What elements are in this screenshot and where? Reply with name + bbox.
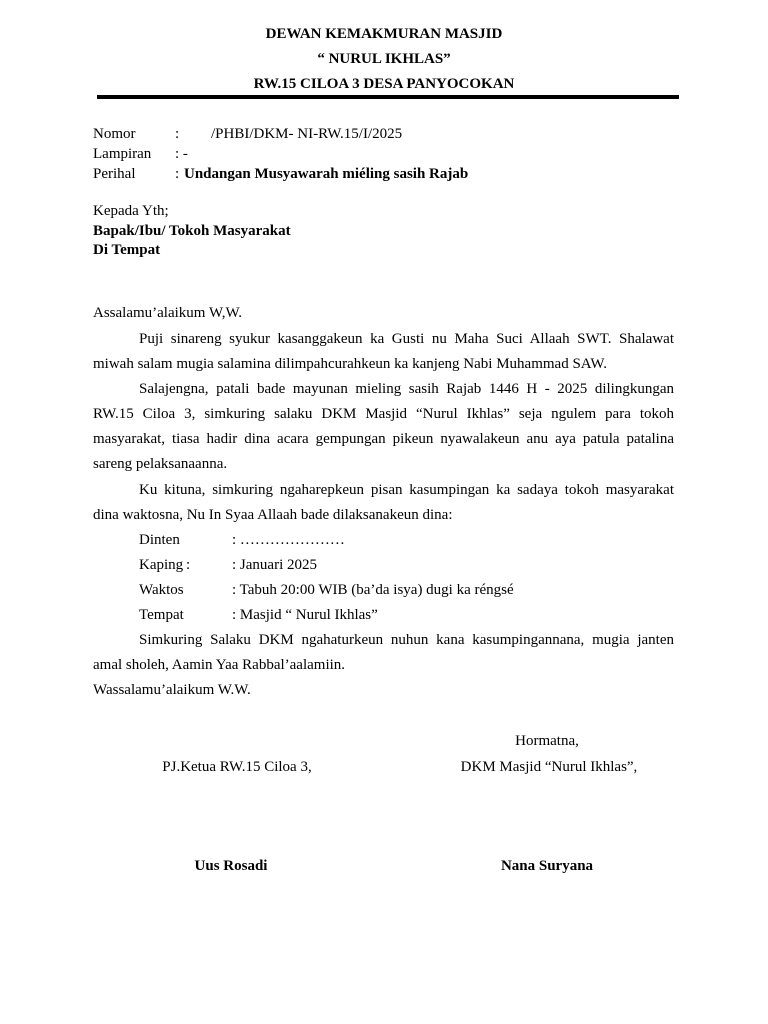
recipient-name: Bapak/Ibu/ Tokoh Masyarakat — [93, 223, 291, 239]
paragraph-2-line-4: sareng pelaksanaanna. — [93, 456, 228, 472]
closing-salam: Wassalamu’alaikum W.W. — [93, 682, 251, 698]
left-signatory-title: PJ.Ketua RW.15 Ciloa 3, — [162, 759, 312, 775]
detail-label-kaping: Kaping — [139, 557, 184, 573]
paragraph-1-line-1: Puji sinareng syukur kasanggakeun ka Gusti nu Maha Suci Allaah SWT. Shalawat — [139, 331, 674, 347]
detail-value-waktos: : Tabuh 20:00 WIB (ba’da isya) dugi ka réngsé — [232, 582, 514, 598]
paragraph-2-line-2: RW.15 Ciloa 3, simkuring salaku DKM Masjid “Nurul Ikhlas” seja ngulem para tokoh — [93, 406, 674, 422]
detail-kaping-colon: : — [186, 557, 191, 573]
paragraph-2-line-1: Salajengna, patali bade mayunan mieling sasih Rajab 1446 H - 2025 dilingkungan — [139, 381, 674, 397]
recipient-place: Di Tempat — [93, 242, 161, 258]
paragraph-4-line-2: amal sholeh, Aamin Yaa Rabbal’aalamiin. — [93, 657, 346, 673]
recipient-greeting: Kepada Yth; — [93, 203, 169, 219]
detail-value-dinten: : ………………… — [232, 532, 345, 548]
letterhead-address: RW.15 CILOA 3 DESA PANYOCOKAN — [253, 76, 515, 92]
paragraph-1-line-2: miwah salam mugia salamina dilimpahcurahkeun ka kanjeng Nabi Muhammad SAW. — [93, 356, 607, 372]
right-signatory-title: DKM Masjid “Nurul Ikhlas”, — [460, 759, 638, 775]
perihal-value: Undangan Musyawarah miéling sasih Rajab — [184, 166, 469, 182]
paragraph-2-line-3: masyarakat, tiasa hadir dina acara gempungan pikeun nyawalakeun anu aya patula patalina — [93, 431, 674, 447]
paragraph-3-line-2: dina waktosna, Nu In Syaa Allaah bade dilaksanakeun dina: — [93, 507, 453, 523]
perihal-label: Perihal — [93, 166, 136, 182]
hormatna-text: Hormatna, — [515, 733, 579, 749]
nomor-label: Nomor — [93, 126, 136, 142]
letterhead-mosque-name: “ NURUL IKHLAS” — [317, 51, 451, 67]
detail-value-tempat: : Masjid “ Nurul Ikhlas” — [232, 607, 378, 623]
nomor-value: /PHBI/DKM- NI-RW.15/I/2025 — [211, 126, 403, 142]
perihal-colon: : — [175, 166, 180, 182]
right-signatory-name: Nana Suryana — [500, 858, 594, 874]
detail-label-tempat: Tempat — [139, 607, 184, 623]
detail-label-waktos: Waktos — [139, 582, 184, 598]
lampiran-label: Lampiran — [93, 146, 152, 162]
paragraph-3-line-1: Ku kituna, simkuring ngaharepkeun pisan kasumpingan ka sadaya tokoh masyarakat — [139, 482, 674, 498]
paragraph-4-line-1: Simkuring Salaku DKM ngahaturkeun nuhun kana kasumpingannana, mugia janten — [139, 632, 674, 648]
detail-value-kaping: : Januari 2025 — [232, 557, 317, 573]
opening-salam: Assalamu’alaikum W,W. — [93, 305, 243, 321]
letterhead-org-name: DEWAN KEMAKMURAN MASJID — [265, 26, 503, 42]
letterhead-divider — [97, 95, 679, 99]
left-signatory-name: Uus Rosadi — [194, 858, 268, 874]
lampiran-value: : - — [175, 146, 188, 162]
nomor-colon: : — [175, 126, 180, 142]
detail-label-dinten: Dinten — [139, 532, 180, 548]
